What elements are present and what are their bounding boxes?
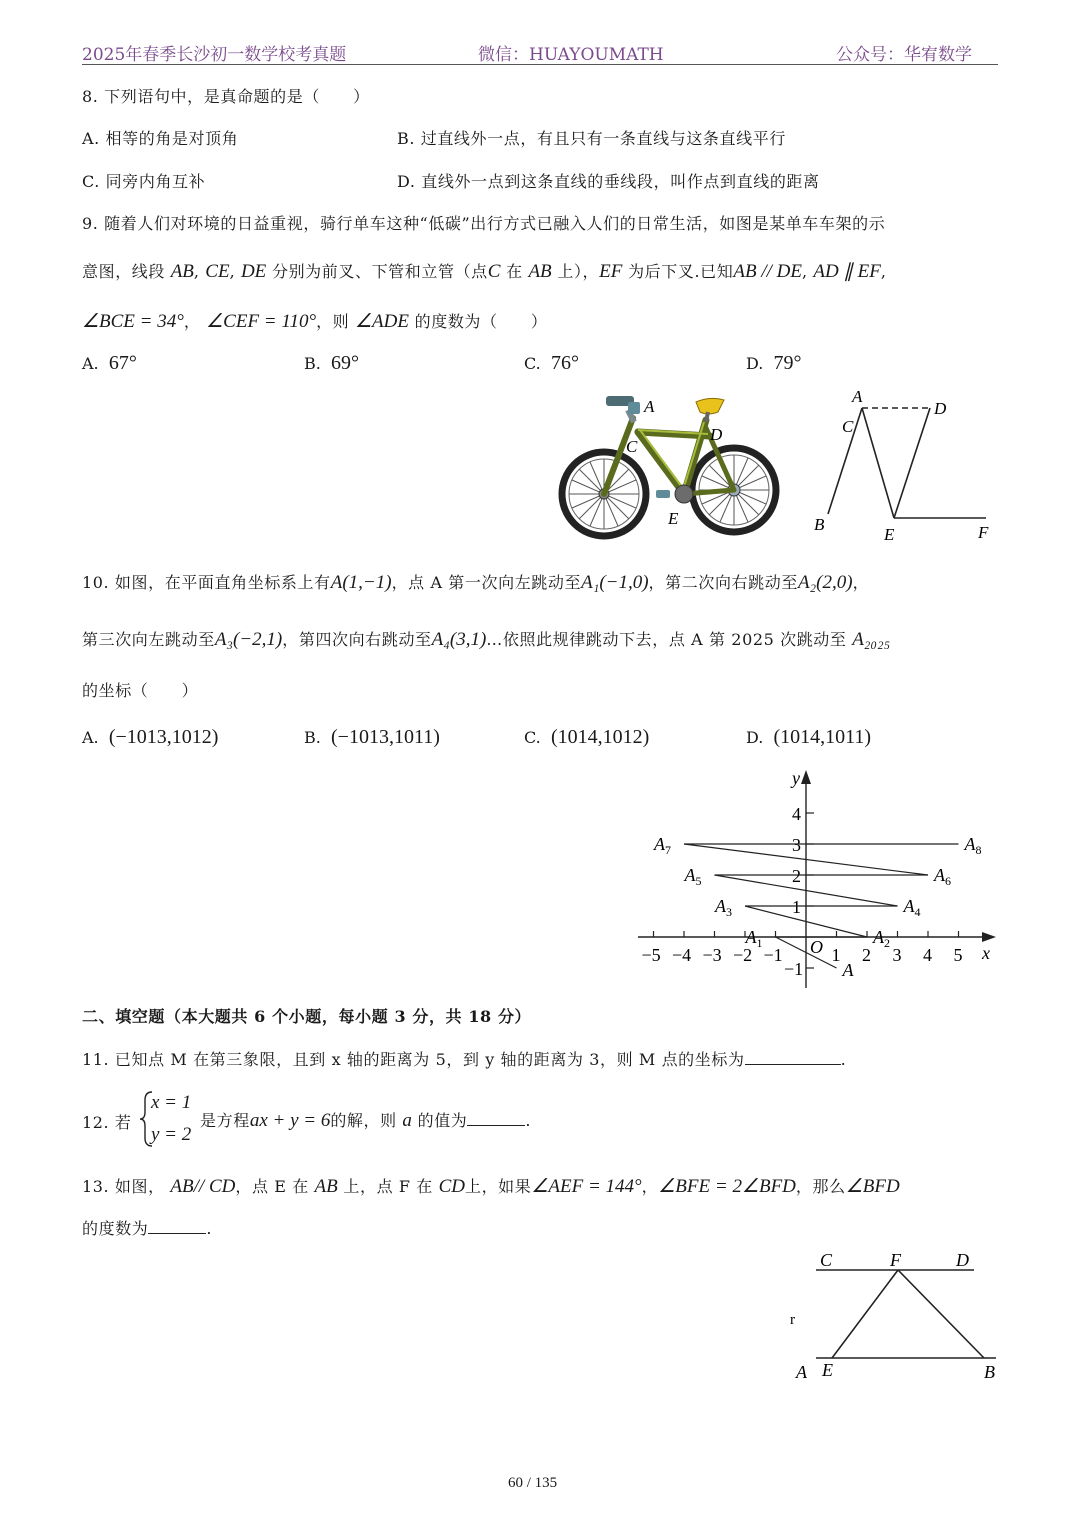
q9-math-cef: ∠CEF = 110°: [206, 311, 317, 332]
point-label-a: A: [842, 960, 854, 980]
q9-text: 上），: [557, 262, 600, 281]
x-axis-label: x: [982, 943, 990, 963]
origin-label: O: [810, 937, 823, 957]
q9-math-parallel1: AB // DE: [733, 261, 802, 282]
q10-point-a4: A₄(3,1): [431, 629, 487, 650]
y-tick-label: 2: [792, 866, 801, 886]
q9-line2: 意图，线段 AB, CE, DE 分别为前叉、下管和立管（点C 在 AB 上），EF 为后下叉.已知AB // DE, AD ∥ EF,: [82, 261, 887, 282]
q12-prefix: 12. 若: [82, 1113, 132, 1132]
q9-text: ，则: [316, 312, 350, 331]
x-axis-arrow: [982, 932, 996, 942]
header-center: 微信：HUAYOUMATH: [478, 45, 664, 65]
q9-text: 意图，线段: [82, 262, 166, 281]
header-right: 公众号：华宥数学: [836, 45, 972, 65]
diagram-label-b: B: [814, 515, 825, 534]
q10-point-a: A(1,−1): [330, 572, 392, 593]
q13-line1: 13. 如图， AB// CD，点 E 在 AB 上，点 F 在 CD上，如果∠AEF = 144°，∠BFE = 2∠BFD，那么∠BFD: [82, 1176, 900, 1197]
bike-label-a: A: [644, 397, 655, 416]
q9-text: 的度数为（ ）: [414, 312, 548, 331]
point-label-a8: $A_8$: [964, 834, 982, 857]
crank: [675, 485, 693, 503]
q11-text: 11. 已知点 M 在第三象限，且到 x 轴的距离为 5，到 y 轴的距离为 3，则 M 点的坐标为 .: [82, 1050, 847, 1069]
pedal: [656, 490, 670, 498]
q12-answer-blank[interactable]: [467, 1111, 525, 1126]
x-tick-label: −4: [672, 945, 692, 965]
y-axis-arrow: [801, 770, 811, 784]
bike-label-e: E: [668, 509, 679, 528]
y-tick-label: 3: [792, 835, 801, 855]
bike-label-c: C: [626, 437, 638, 456]
q12-variable: a: [402, 1110, 412, 1131]
q9-math-de: DE: [240, 261, 267, 282]
q12-system-eq2: y = 2: [151, 1124, 192, 1145]
q8-option-a: A. 相等的角是对顶角: [82, 129, 239, 148]
q10-line2: 第三次向左跳动至A₃(−2,1)，第四次向右跳动至A₄(3,1)…依照此规律跳动下去，点 A 第 2025 次跳动至 A₂₀₂₅: [82, 629, 891, 650]
diagram-label-d: D: [934, 399, 947, 418]
y-tick-label: 1: [792, 897, 801, 917]
bicycle-illustration: [558, 388, 780, 540]
diagram-label-c: C: [842, 417, 854, 436]
q12-rest: 是方程ax + y = 6的解，则 a 的值为 .: [200, 1110, 532, 1131]
q13-label-b: B: [984, 1362, 995, 1382]
diagram-label-f: F: [978, 523, 989, 542]
q9-math-parallel2: AD ∥ EF: [813, 261, 881, 282]
q9-option-a: A. 67°: [82, 352, 137, 374]
q10-option-c: C. (1014,1012): [524, 726, 650, 748]
diagram-label-e: E: [884, 525, 895, 544]
q9-option-b: B. 69°: [304, 352, 360, 374]
diagram-label-a: A: [852, 387, 863, 406]
q13-answer-blank[interactable]: [148, 1219, 206, 1234]
page-number: 60 / 135: [508, 1475, 558, 1491]
q10-point-a2: A₂(2,0): [797, 572, 853, 593]
q13-label-a: A: [796, 1362, 807, 1382]
q9-option-d: D. 79°: [746, 352, 802, 374]
q12-system-eq1: x = 1: [151, 1092, 192, 1113]
point-label-a5: $A_5$: [684, 865, 702, 888]
q8-option-c: C. 同旁内角互补: [82, 172, 206, 191]
point-label-a1: $A_1$: [745, 927, 763, 950]
q10-option-a: A. (−1013,1012): [82, 726, 219, 748]
x-tick-label: −5: [641, 945, 661, 965]
y-tick-label: −1: [784, 959, 804, 979]
point-label-a2: $A_2$: [873, 927, 890, 950]
x-tick-label: −2: [733, 945, 753, 965]
section2-title: 二、填空题（本大题共 6 个小题，每小题 3 分，共 18 分）: [82, 1007, 532, 1026]
x-tick-label: 2: [862, 945, 871, 965]
q9-math-ef: EF: [599, 261, 623, 282]
q9-text: 分别为前叉、下管和立管（点: [271, 262, 488, 281]
q9-math-ce: CE: [205, 261, 230, 282]
y-axis-label: y: [792, 768, 800, 788]
point-label-a3: $A_3$: [715, 896, 732, 919]
q13-label-r: r: [790, 1312, 795, 1328]
x-tick-label: 1: [831, 945, 841, 965]
q8-stem: 8. 下列语句中，是真命题的是（ ）: [82, 87, 370, 106]
x-tick-label: 3: [892, 945, 902, 965]
header-left: 2025年春季长沙初一数学校考真题: [82, 45, 347, 65]
q9-line3: ∠BCE = 34°， ∠CEF = 110°，则 ∠ADE 的度数为（ ）: [82, 311, 548, 332]
q10-option-d: D. (1014,1011): [746, 726, 872, 748]
q13-label-f: F: [890, 1250, 901, 1270]
q9-math-c: C: [487, 261, 501, 282]
q9-text: 为后下叉.已知: [628, 262, 734, 281]
q9-math-bce: ∠BCE = 34°: [82, 311, 184, 332]
header-divider: [82, 64, 998, 65]
bike-label-d: D: [710, 425, 723, 444]
q13-label-d: D: [956, 1250, 969, 1270]
q11-answer-blank[interactable]: [745, 1050, 841, 1065]
q9-frame-diagram: [808, 386, 1004, 546]
x-tick-label: 5: [953, 945, 963, 965]
q10-line3: 的坐标（ ）: [82, 681, 199, 700]
q10-point-a3: A₃(−2,1): [214, 629, 283, 650]
q8-option-b: B. 过直线外一点，有且只有一条直线与这条直线平行: [397, 129, 786, 148]
q13-label-c: C: [820, 1250, 833, 1270]
q8-option-d: D. 直线外一点到这条直线的垂线段，叫作点到直线的距离: [397, 172, 820, 191]
x-tick-label: −1: [763, 945, 783, 965]
q13-diagram: [786, 1246, 1002, 1386]
bike-seat: [696, 398, 724, 414]
q13-line2: 的度数为 .: [82, 1219, 213, 1238]
q13-label-e: E: [822, 1360, 833, 1380]
q9-math-ab: AB: [170, 261, 194, 282]
q10-point-a2025: A₂₀₂₅: [852, 629, 891, 650]
q12-equation: ax + y = 6: [249, 1110, 331, 1131]
point-label-a6: $A_6$: [934, 865, 951, 888]
x-tick-label: −3: [702, 945, 722, 965]
point-label-a7: $A_7$: [654, 834, 671, 857]
q10-coordinate-graph: [630, 766, 1000, 996]
q9-math-ade: ∠ADE: [354, 311, 409, 332]
q10-point-a1: A₁(−1,0): [581, 572, 649, 593]
q10-line1: 10. 如图，在平面直角坐标系上有A(1,−1)，点 A 第一次向左跳动至A₁(−1,0)，第二次向右跳动至A₂(2,0)，: [82, 572, 870, 593]
q9-math-ab: AB: [528, 261, 552, 282]
x-tick-label: 4: [923, 945, 932, 965]
seat-post: [706, 412, 708, 422]
point-label-a4: $A_4$: [903, 896, 921, 919]
q9-text: 在: [506, 262, 523, 281]
handlebar-grip: [628, 402, 640, 414]
q10-option-b: B. (−1013,1011): [304, 726, 440, 748]
y-tick-label: 4: [792, 804, 801, 824]
q9-option-c: C. 76°: [524, 352, 579, 374]
q9-line1: 9. 随着人们对环境的日益重视，骑行单车这种“低碳”出行方式已融入人们的日常生活，如图是某单车车架的示: [82, 214, 886, 233]
